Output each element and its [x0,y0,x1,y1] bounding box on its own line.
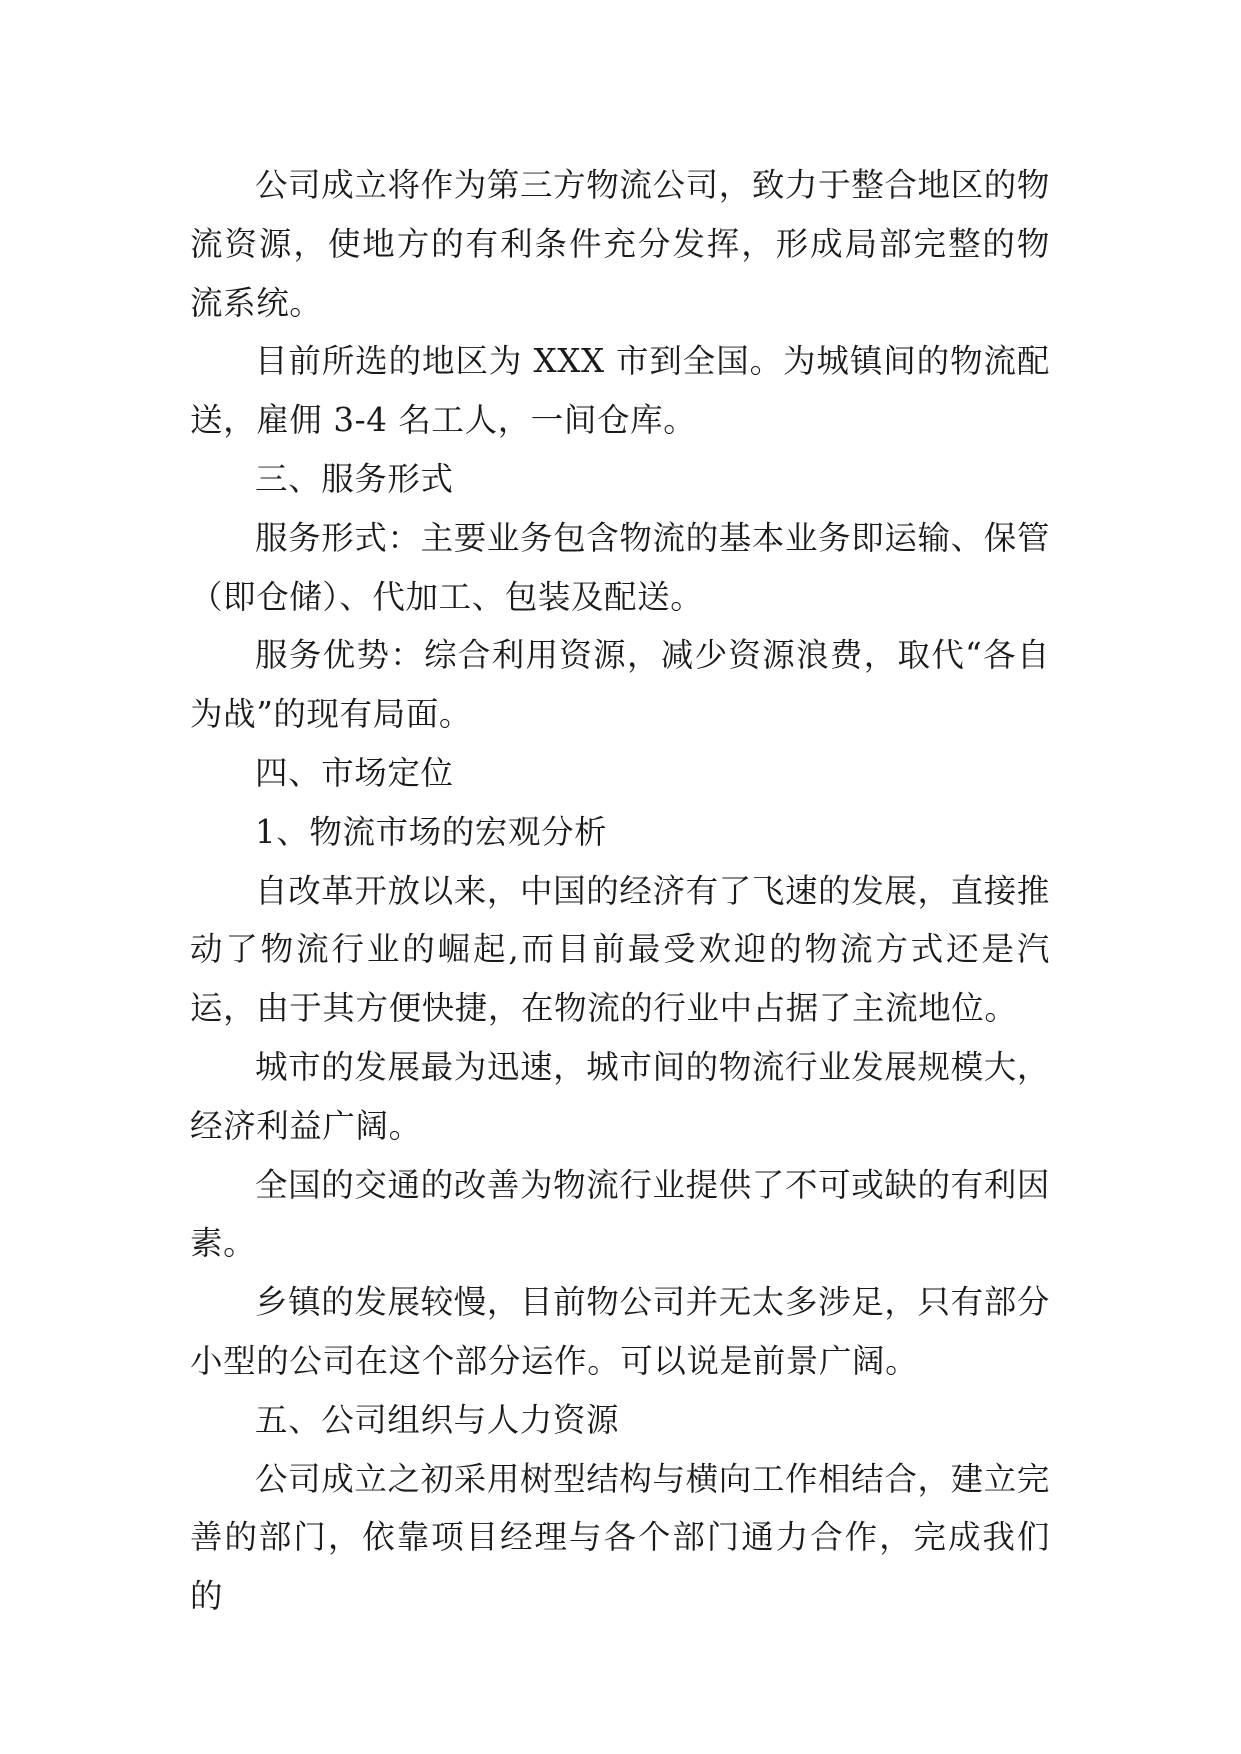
paragraph-company-intro: 公司成立将作为第三方物流公司，致力于整合地区的物流资源，使地方的有利条件充分发挥，形成局部完整的物流系统。 [190,166,1050,322]
paragraph-organization: 公司成立之初采用树型结构与横向工作相结合，建立完善的部门，依靠项目经理与各个部门通力合作，完成我们的 [190,1459,1050,1616]
paragraph-city-development: 城市的发展最为迅速，城市间的物流行业发展规模大，经济利益广阔。 [190,1047,1050,1145]
paragraph-region: 目前所选的地区为 XXX 市到全国。为城镇间的物流配送，雇佣 3-4 名工人，一间仓库。 [190,342,1050,440]
paragraph-township: 乡镇的发展较慢，目前物公司并无太多涉足，只有部分小型的公司在这个部分运作。可以说是前景广阔。 [190,1283,1050,1380]
paragraph-transport: 全国的交通的改善为物流行业提供了不可或缺的有利因素。 [190,1165,1050,1263]
heading-service-form: 三、服务形式 [255,459,454,498]
paragraph-reform: 自改革开放以来，中国的经济有了飞速的发展，直接推动了物流行业的崛起,而目前最受欢迎的物流方式还是汽运，由于其方便快捷，在物流的行业中占据了主流地位。 [190,871,1050,1028]
subheading-macro-analysis: 1、物流市场的宏观分析 [255,812,608,851]
paragraph-service-form: 服务形式：主要业务包含物流的基本业务即运输、保管（即仓储）、代加工、包装及配送。 [190,518,1050,616]
paragraph-service-advantage: 服务优势：综合利用资源，减少资源浪费，取代“各自为战”的现有局面。 [190,636,1050,734]
heading-organization: 五、公司组织与人力资源 [255,1400,620,1439]
heading-market-positioning: 四、市场定位 [255,753,454,792]
document-page [190,156,1050,1626]
